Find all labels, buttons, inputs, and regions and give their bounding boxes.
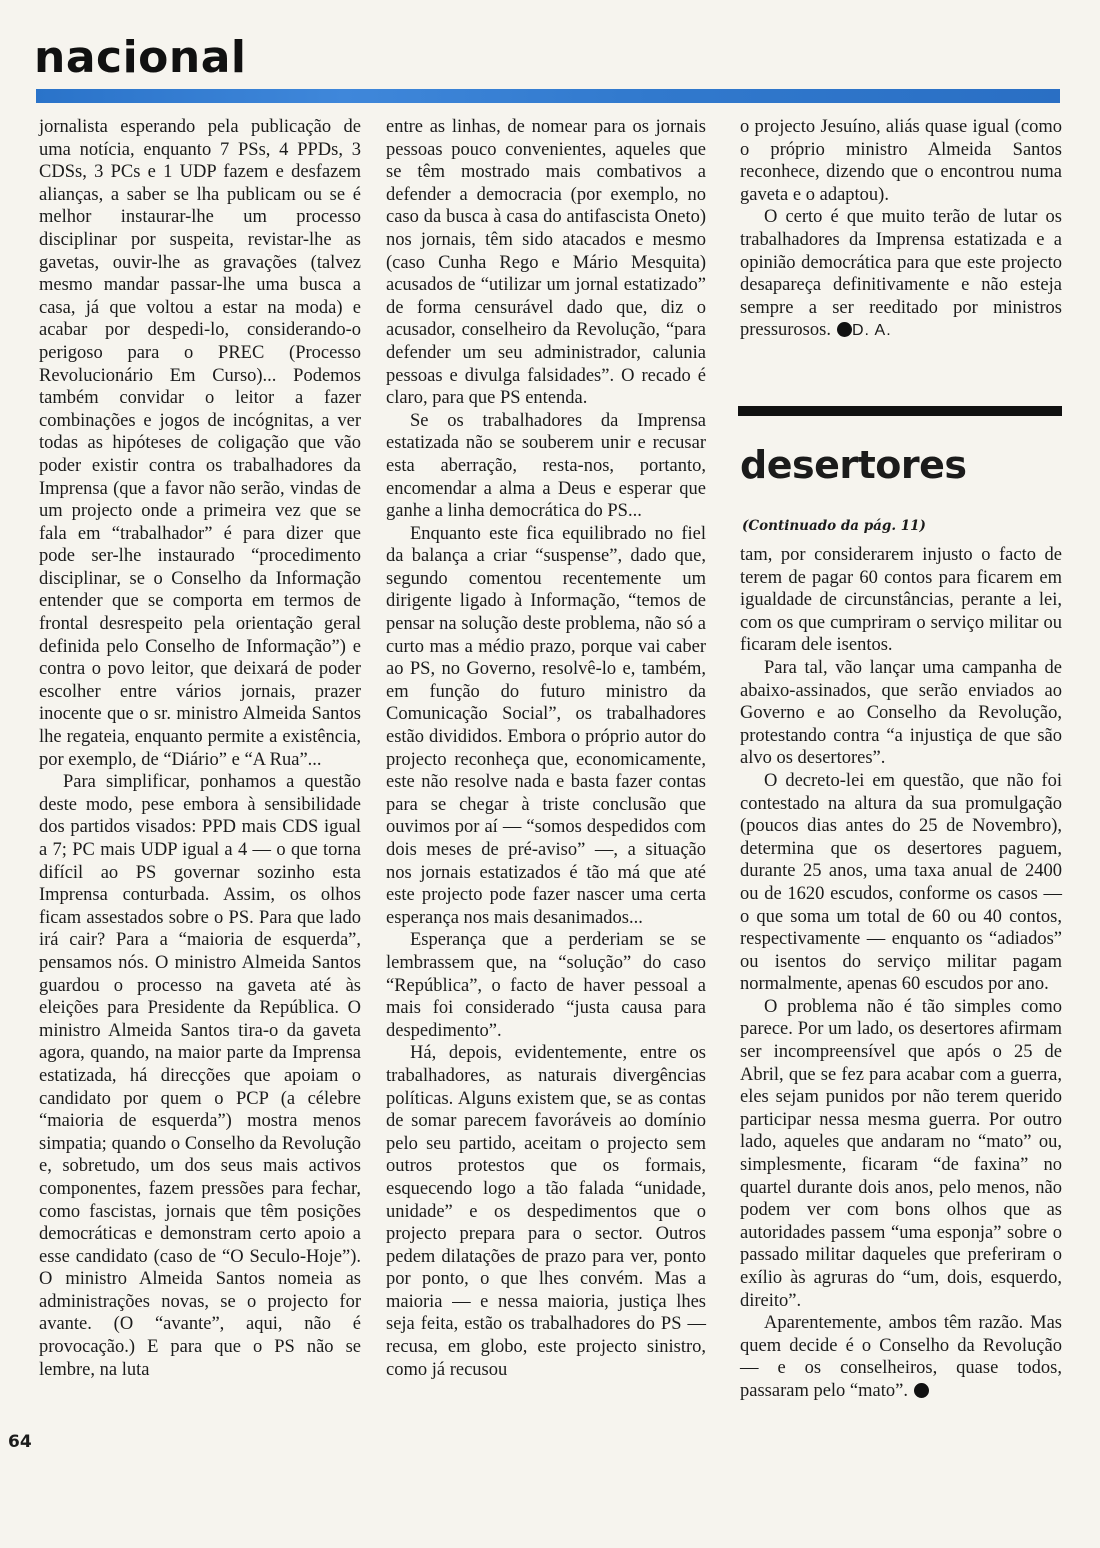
- paragraph-text: Aparentemente, ambos têm razão. Mas quem decide é o Conselho da Revolução — e os conselheiros, quase todos, passaram pelo “mato”.: [740, 1313, 1062, 1401]
- paragraph: O problema não é tão simples como parece. Por um lado, os desertores afirmam ser incompreensível que após o 25 de Abril, que se fez para acabar com a guerra, eles sejam punidos por não terem querido participar nessa mesma guerra. Por outro lado, aqueles que andaram no “mato” ou, simplesmente, ficaram “de faxina” no quartel durante dois anos, pelo menos, não podem ver com bons olhos que as autoridades passem “uma esponja” sobre o passado militar daqueles que preferiram o exílio às agruras do “um, dois, esquerdo, direito”.: [740, 996, 1062, 1311]
- paragraph-text: O certo é que muito terão de lutar os trabalhadores da Imprensa estatizada e a opinião democrática para que este projecto desapareça definitivamente e não esteja sempre a ser reeditado por ministros pressurosos.: [740, 207, 1062, 341]
- article-title: desertores: [740, 443, 967, 487]
- paragraph: Para simplificar, ponhamos a questão deste modo, pese embora à sensibilidade dos partidos visados: PPD mais CDS igual a 7; PC mais UDP igual a 4 — o que torna difícil ao PS governar sozinho esta Imprensa conturbada. Assim, os olhos ficam assestados sobre o PS. Para que lado irá cair? Para a “maioria de esquerda”, pensamos nós. O ministro Almeida Santos guardou o processo na gaveta até às eleições para Presidente da República. O ministro Almeida Santos tira-o da gaveta agora, quando, na maior parte da Imprensa estatizada, há direcções que apoiam o candidato por quem o PCP (a célebre “maioria de esquerda”) mostra menos simpatia; quando o Conselho da Revolução e, sobretudo, um dos seus mais activos componentes, fazem pressões para fechar, como fascistas, jornais que têm posições democráticas e demonstram certo apoio a esse candidato (caso de “O Seculo-Hoje”). O ministro Almeida Santos nomeia as administrações novas, se o projecto for avante. (O “avante”, aqui, não é provocação.) E para que o PS não se lembre, na luta: [39, 772, 361, 1380]
- paragraph: O decreto-lei em questão, que não foi contestado na altura da sua promulgação (poucos dias antes do 25 de Novembro), determina que os desertores paguem, durante 25 anos, uma taxa anual de 2400 ou de 1620 escudos, conforme os casos — o que soma um total de 60 ou 40 contos, respectivamente — enquanto os “adiados” ou isentos do serviço militar pagam normalmente, apenas 60 escudos por ano.: [740, 770, 1062, 995]
- continued-note: (Continuado da pág. 11): [742, 518, 926, 534]
- header-bar: [36, 89, 1060, 103]
- section-divider: [738, 406, 1062, 416]
- page-number: 64: [8, 1432, 32, 1452]
- author-signature: D. A.: [851, 322, 892, 340]
- paragraph: tam, por considerarem injusto o facto de terem de pagar 60 contos para ficarem em igualdade de circunstâncias, perante a lei, com os que cumpriram o serviço militar ou ficaram dele isentos.: [740, 545, 1062, 656]
- paragraph: o projecto Jesuíno, aliás quase igual (como o próprio ministro Almeida Santos reconhece, dizendo que o encontrou numa gaveta e o adaptou).: [740, 117, 1062, 205]
- paragraph-final: [740, 1312, 1062, 1402]
- article-column-1: [39, 116, 361, 1381]
- article-2-body: [740, 544, 1062, 1403]
- paragraph: Enquanto este fica equilibrado no fiel da balança a criar “suspense”, dado que, segundo comentou recentemente um dirigente ligado à Informação, “temos de pensar na solução deste problema, não só a curto mas a médio prazo, porque vai caber ao PS, no Governo, resolvê-lo e, também, em função do futuro ministro da Comunicação Social”, os trabalhadores estão divididos. Embora o próprio autor do projecto reconheça que, economicamente, este não resolve nada e basta fazer contas para se chegar à triste conclusão que ouvimos por aí — “somos despedidos com dois meses de pré-aviso” —, a situação nos jornais estatizados é tão má que até este projecto pode fazer nascer uma certa esperança nos mais desanimados...: [386, 523, 706, 928]
- paragraph: Se os trabalhadores da Imprensa estatizada não se souberem unir e recusar esta aberração, resta-nos, portanto, encomendar a alma a Deus e esperar que ganhe a linha democrática do PS...: [386, 410, 706, 522]
- end-mark-icon: [837, 322, 852, 337]
- article-column-2: [386, 116, 706, 1381]
- paragraph: Para tal, vão lançar uma campanha de abaixo-assinados, que serão enviados ao Governo e ao Conselho da Revolução, protestando contra “a injustiça de que são alvo os desertores”.: [740, 657, 1062, 769]
- paragraph-final: [740, 206, 1062, 343]
- paragraph: Esperança que a perderiam se se lembrassem que, na “solução” do caso “República”, o facto de haver pessoal a mais foi considerado “justa causa para despedimento”.: [386, 930, 706, 1041]
- paragraph: Há, depois, evidentemente, entre os trabalhadores, as naturais divergências políticas. Alguns existem que, se as contas de somar parecem favoráveis ao domínio pelo seu partido, aceitam o projecto sem outros protestos que os formais, esquecendo logo a tão falada “unidade, unidade” e os despedimentos que o projecto prepara para o sector. Outros pedem dilatações de prazo para ver, ponto por ponto, o que lhes convém. Mas a maioria — e nessa maioria, justiça lhes seja feita, estão os trabalhadores do PS — recusa, em globo, este projecto sinistro, como já recusou: [386, 1043, 706, 1380]
- section-title: nacional: [34, 32, 247, 83]
- end-mark-icon: [914, 1383, 929, 1398]
- article-column-3: [740, 116, 1062, 343]
- paragraph: entre as linhas, de nomear para os jornais pessoas pouco convenientes, aqueles que se têm mostrado mais combativos a defender a democracia (por exemplo, no caso da busca à casa do antifascista Oneto) nos jornais, têm sido atacados e mesmo (caso Cunha Rego e Mário Mesquita) acusados de “utilizar um jornal estatizado” de forma censurável dado que, diz o acusador, conselheiro da Revolução, “para defender um seu administrador, calunia pessoas e divulga falsidades”. O recado é claro, para que PS entenda.: [386, 117, 706, 409]
- paragraph: jornalista esperando pela publicação de uma notícia, enquanto 7 PSs, 4 PPDs, 3 CDSs, 3 PCs e 1 UDP fazem e desfazem alianças, a saber se lha publicam ou se é melhor instaurar-lhe um processo disciplinar por suspeita, revistar-lhe as gavetas, ouvir-lhe as gravações (talvez mesmo mandar passar-lhe uma busca a casa, já que voltou a estar na moda) e acabar por despedi-lo, considerando-o perigoso para o PREC (Processo Revolucionário Em Curso)... Podemos também convidar o leitor a fazer combinações e jogos de incógnitas, a ver todas as hipóteses de coligação que vão poder existir contra os trabalhadores da Imprensa (que a favor não serão, vindas de um projecto onde a primeira vez que se fala em “trabalhador” é para dizer que pode ser-lhe instaurado “procedimento disciplinar, se o Conselho da Informação entender que se comporta em termos de frontal desrespeito pela orientação geral definida pelo Conselho de Informação”) e contra o povo leitor, que deixará de poder escolher entre vários jornais, prazer inocente que o sr. ministro Almeida Santos lhe regateia, enquanto permite a existência, por exemplo, de “Diário” e “A Rua”...: [39, 117, 361, 770]
